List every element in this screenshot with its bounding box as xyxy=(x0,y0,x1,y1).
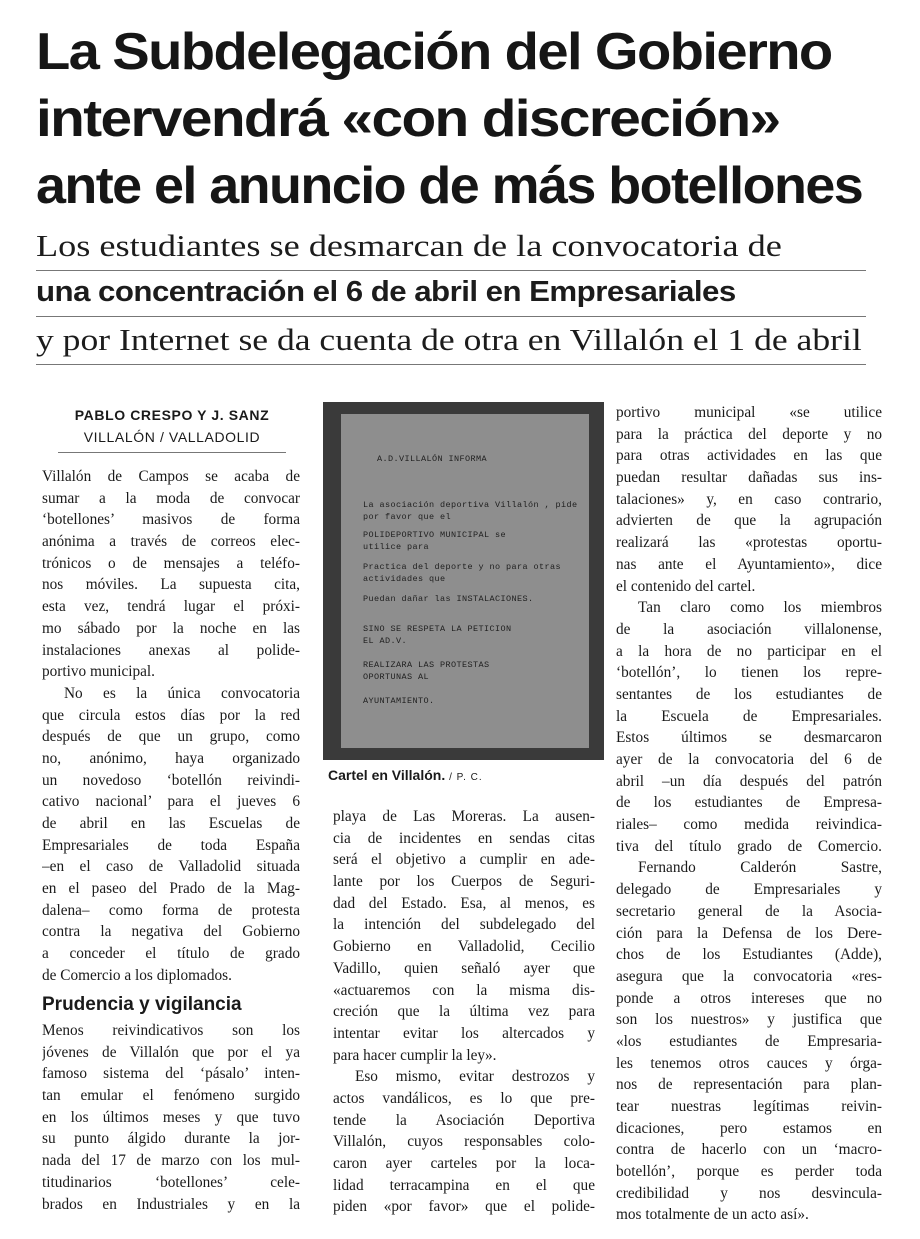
text-line: playa de Las Moreras. La ausen- xyxy=(333,808,595,825)
text-line: Estos últimos se desmarcaron xyxy=(616,729,882,747)
text-line: portivo municipal «se utilice xyxy=(616,404,882,421)
text-line: de Comercio a los diplomados. xyxy=(42,966,232,984)
text-line: son los nuestros» y justifica que xyxy=(616,1011,882,1029)
text-line: abril –un día después del patrón xyxy=(616,772,882,790)
text-line: después de que un grupo, como xyxy=(42,728,300,746)
text-line: mos totalmente de un acto así». xyxy=(616,1206,809,1224)
sign-text-line: POLIDEPORTIVO MUNICIPAL se xyxy=(363,530,507,540)
text-line: que circula estos días por la red xyxy=(42,706,300,724)
deck-line-1: Los estudiantes se desmarcan de la convocatoria de xyxy=(36,228,782,263)
text-line: piden «por favor» que el polide- xyxy=(333,1198,595,1216)
text-line: Tan claro como los miembros xyxy=(638,599,882,617)
text-line: dicaciones, pero estamos en xyxy=(616,1119,882,1137)
text-line: famoso sistema del ‘pásalo’ inten- xyxy=(42,1065,300,1083)
sign-text-line: AYUNTAMIENTO. xyxy=(363,696,435,706)
text-line: de los estudiantes de Empresa- xyxy=(616,794,882,812)
text-line: Villalón, cuyos responsables colo- xyxy=(333,1133,595,1151)
text-line: ‘botellones’ masivos de forma xyxy=(42,511,300,529)
text-line: de la asociación villalonense, xyxy=(616,620,882,638)
byline-location: VILLALÓN / VALLADOLID xyxy=(83,429,261,445)
caption-credit: / P. C. xyxy=(449,772,483,783)
text-line: de abril en las Escuelas de xyxy=(42,815,300,832)
text-line: les tenemos otros cauces y órga- xyxy=(616,1054,882,1072)
text-line: la intención del subdelegado del xyxy=(333,916,595,934)
text-line: ponde a otros intereses que no xyxy=(616,989,882,1007)
text-line: dalena– como forma de protesta xyxy=(42,901,300,919)
text-line: ción para la Defensa de los Dere- xyxy=(616,924,882,942)
text-line: No es la única convocatoria xyxy=(64,684,300,702)
text-line: a conceder el título de grado xyxy=(42,945,300,963)
text-line: Fernando Calderón Sastre, xyxy=(638,859,882,877)
headline-line-3: ante el anuncio de más botellones xyxy=(36,157,863,215)
sign-text-line: A.D.VILLALÓN INFORMA xyxy=(377,454,488,464)
text-line: brados en Industriales y en la xyxy=(42,1195,300,1213)
sign-poster xyxy=(341,414,589,748)
text-line: anónima a través de correos elec- xyxy=(42,533,300,551)
article-column-1 xyxy=(42,466,300,987)
deck-rule-2 xyxy=(36,316,866,317)
article-column-2 xyxy=(333,806,595,1218)
byline-rule xyxy=(58,452,286,453)
text-line: creción que la última vez para xyxy=(333,1003,595,1021)
text-line: «los estudiantes de Empresaria- xyxy=(616,1032,882,1050)
text-line: tiva del título grado de Comercio. xyxy=(616,837,882,855)
text-line: su punto álgido durante la jor- xyxy=(42,1130,300,1148)
sign-text-line: por favor que el xyxy=(363,512,452,522)
text-line: talaciones» y, en caso contrario, xyxy=(616,490,882,508)
text-line: dad del Estado. Esa, al menos, es xyxy=(333,894,595,912)
text-line: esta vez, tendrá lugar el próxi- xyxy=(42,598,300,616)
deck-line-2: una concentración el 6 de abril en Empresariales xyxy=(36,276,736,308)
text-line: un novedoso ‘botellón reivindi- xyxy=(42,771,300,789)
text-line: lidad terracampina en el que xyxy=(333,1176,595,1194)
caption-text: Cartel en Villalón. xyxy=(328,767,446,783)
text-line: Villalón de Campos se acaba de xyxy=(42,468,300,485)
text-line: jóvenes de Villalón que por el ya xyxy=(42,1043,300,1061)
text-line: secretario general de la Asocia- xyxy=(616,902,882,920)
text-line: realizará las «protestas oportu- xyxy=(616,534,882,552)
headline-line-2: intervendrá «con discreción» xyxy=(36,90,780,148)
deck-rule-3 xyxy=(36,364,866,365)
text-line: Eso mismo, evitar destrozos y xyxy=(355,1068,595,1086)
text-line: titudinarios ‘botellones’ cele- xyxy=(42,1173,300,1191)
text-line: chos de los Estudiantes (Adde), xyxy=(616,946,882,964)
text-line: para la práctica del deporte y no xyxy=(616,425,882,443)
text-line: será el objetivo a cumplir en ade- xyxy=(333,851,595,869)
text-line: ayer de la convocatoria del 6 de xyxy=(616,751,882,768)
sign-text-line: actividades que xyxy=(363,574,446,584)
text-line: asegura que la convocatoria «res- xyxy=(616,967,882,985)
sign-text-line: Puedan dañar las INSTALACIONES. xyxy=(363,594,534,604)
sign-text-line: REALIZARA LAS PROTESTAS xyxy=(363,660,490,670)
sign-text-line: OPORTUNAS AL xyxy=(363,672,430,682)
text-line: Gobierno en Valladolid, Cecilio xyxy=(333,938,595,956)
text-line: intentar evitar los altercados y xyxy=(333,1024,595,1042)
text-line: –en el caso de Valladolid situada xyxy=(42,858,300,876)
photo-caption xyxy=(328,768,483,783)
text-line: contra de hacerlo con un ‘macro- xyxy=(616,1141,882,1159)
text-line: no, anónimo, haya organizado xyxy=(42,749,300,767)
text-line: riales– como medida reivindica- xyxy=(616,816,882,834)
article-column-1-continued xyxy=(42,1020,300,1215)
text-line: para hacer cumplir la ley». xyxy=(333,1046,497,1064)
text-line: Empresariales de toda España xyxy=(42,836,300,854)
text-line: mo sábado por la noche en las xyxy=(42,619,300,637)
sign-text-line: La asociación deportiva Villalón , pide xyxy=(363,500,578,510)
text-line: actos vandálicos, es lo que pre- xyxy=(333,1089,595,1107)
text-line: lante por los Cuerpos de Seguri- xyxy=(333,873,595,891)
text-line: sentantes de los estudiantes de xyxy=(616,685,882,703)
text-line: botellón’, porque es perder toda xyxy=(616,1163,882,1181)
text-line: caron ayer carteles por la loca- xyxy=(333,1155,595,1172)
text-line: nos móviles. La supuesta cita, xyxy=(42,576,300,594)
sign-text-line: SINO SE RESPETA LA PETICION xyxy=(363,624,512,634)
text-line: contra la negativa del Gobierno xyxy=(42,923,300,941)
text-line: advierten de que la agrupación xyxy=(616,512,882,530)
text-line: la Escuela de Empresariales. xyxy=(616,707,882,725)
text-line: «actuaremos con la misma dis- xyxy=(333,981,595,999)
deck-line-3: y por Internet se da cuenta de otra en Villalón el 1 de abril xyxy=(36,322,862,357)
text-line: cativo nacional’ para el jueves 6 xyxy=(42,793,300,811)
article-column-3 xyxy=(616,402,882,1226)
text-line: puedan resultar dañadas sus ins- xyxy=(616,469,882,487)
text-line: tende la Asociación Deportiva xyxy=(333,1111,595,1129)
sign-text-line: EL AD.V. xyxy=(363,636,408,646)
text-line: tan emular el fenómeno surgido xyxy=(42,1087,300,1105)
byline-authors: PABLO CRESPO Y J. SANZ xyxy=(74,407,270,423)
text-line: delegado de Empresariales y xyxy=(616,881,882,899)
sign-photo xyxy=(323,402,604,760)
text-line: Menos reivindicativos son los xyxy=(42,1022,300,1039)
text-line: en los últimos meses y que tuvo xyxy=(42,1108,300,1126)
subhead: Prudencia y vigilancia xyxy=(42,994,242,1015)
text-line: ‘botellón’, lo tienen los repre- xyxy=(616,664,882,682)
headline-line-1: La Subdelegación del Gobierno xyxy=(36,23,832,81)
text-line: credibilidad y nos desvincula- xyxy=(616,1184,882,1202)
text-line: el contenido del cartel. xyxy=(616,577,756,595)
text-line: portivo municipal. xyxy=(42,663,156,681)
text-line: Vadillo, quien señaló ayer que xyxy=(333,959,595,977)
text-line: para otras actividades en las que xyxy=(616,447,882,465)
sign-text-line: Practica del deporte y no para otras xyxy=(363,562,562,572)
text-line: trónicos o de mensajes a teléfo- xyxy=(42,554,300,572)
text-line: nas ante el Ayuntamiento», dice xyxy=(616,555,882,573)
sign-text-line: utilice para xyxy=(363,542,430,552)
text-line: en el paseo del Prado de la Mag- xyxy=(42,880,300,898)
text-line: nada del 17 de marzo con los mul- xyxy=(42,1152,300,1170)
text-line: instalaciones anexas al polide- xyxy=(42,641,300,659)
text-line: cia de incidentes en sendas citas xyxy=(333,829,595,847)
text-line: sumar a la moda de convocar xyxy=(42,489,300,507)
text-line: a la hora de no participar en el xyxy=(616,642,882,660)
text-line: nos de representación para plan- xyxy=(616,1076,882,1094)
deck-rule-1 xyxy=(36,270,866,271)
text-line: tear nuestras legítimas reivin- xyxy=(616,1098,882,1115)
